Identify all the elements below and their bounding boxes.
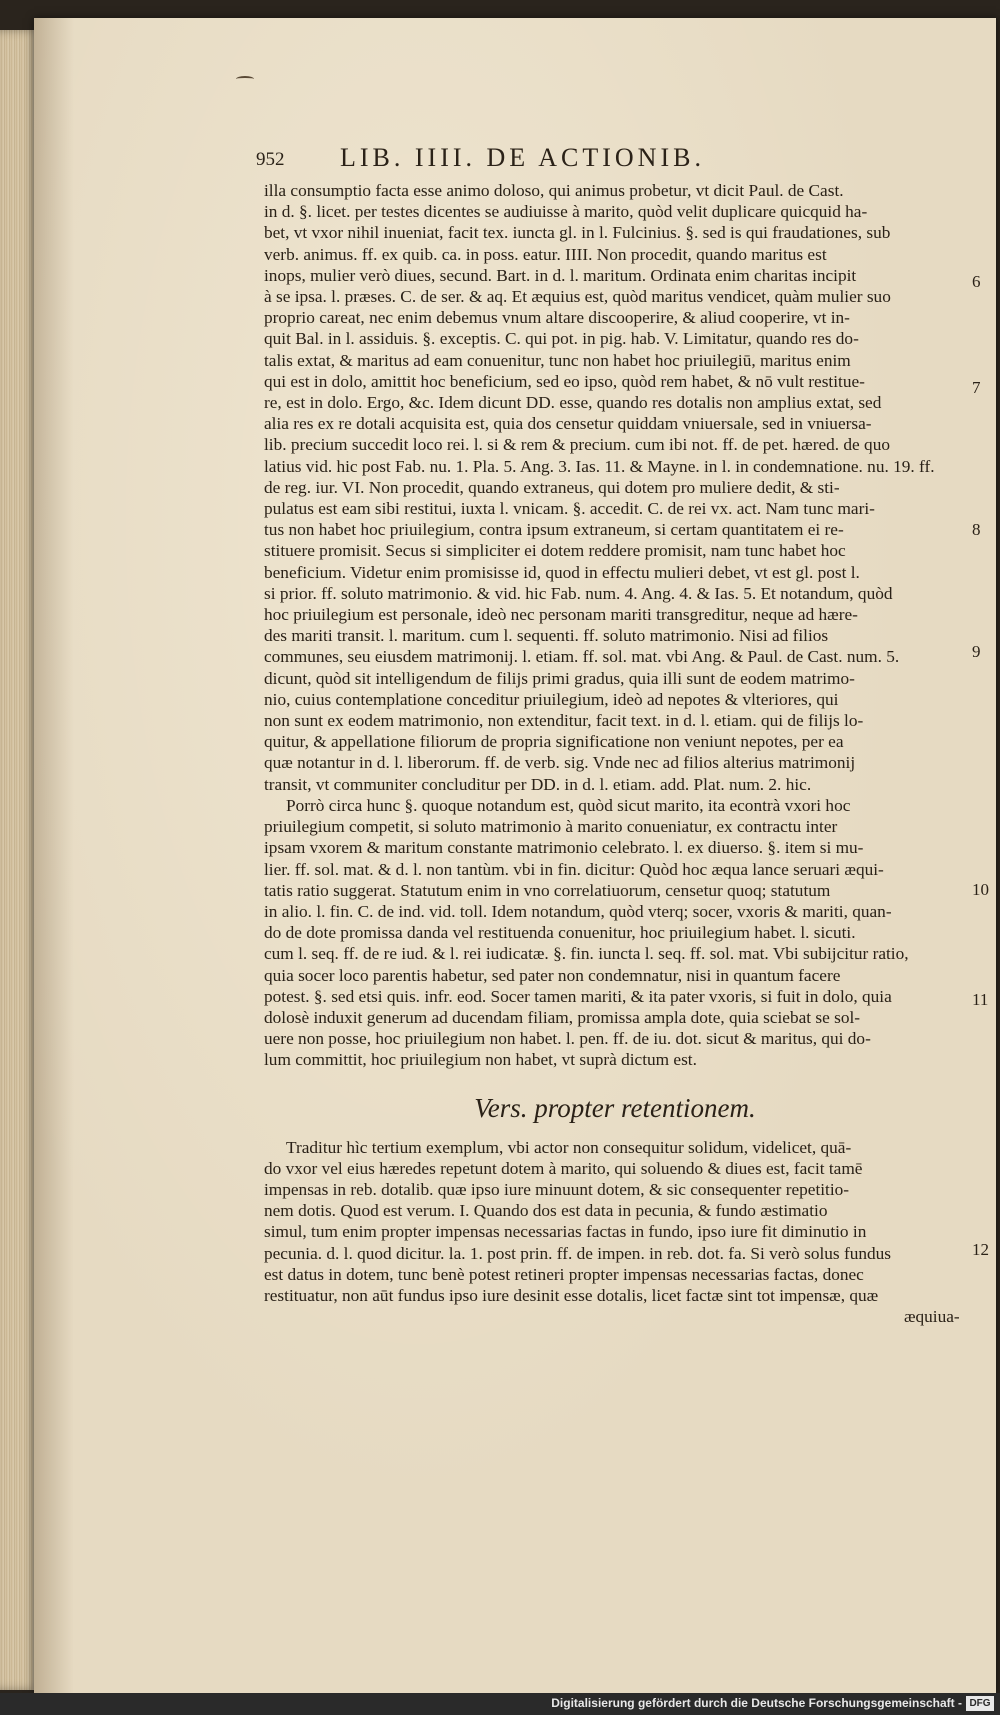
text-line: priuilegium competit, si soluto matrimonio à marito conueniatur, ex contractu inter (264, 817, 838, 837)
text-line: inops, mulier verò diues, secund. Bart. in d. l. maritum. Ordinata enim charitas incipit (264, 265, 857, 285)
text-line: communes, seu eiusdem matrimonij. l. etiam. ff. sol. mat. vbi Ang. & Paul. de Cast. num. 5. (264, 647, 900, 667)
text-line: dicunt, quòd sit intelligendum de filijs primi gradus, quia illi sunt de eodem matrimo- (264, 668, 855, 688)
text-line: quæ notantur in d. l. liberorum. ff. de verb. sig. Vnde nec ad filios alterius matrimonij (264, 753, 856, 773)
margin-number: 8 (972, 520, 981, 539)
footer-bar (0, 1693, 1000, 1715)
text-line: transit, vt communiter concluditur per DD. in d. l. etiam. add. Plat. num. 2. hic. (264, 774, 812, 794)
paragraph-2 (264, 795, 966, 1071)
text-line: Porrò circa hunc §. quoque notandum est, quòd sicut marito, ita econtrà vxori hoc (286, 795, 851, 815)
ink-mark (236, 76, 254, 82)
text-line: talis extat, & maritus ad eam conuenitur, tunc non habet hoc priuilegiū, maritus enim (264, 350, 851, 370)
section-heading: Vers. propter retentionem. (474, 1092, 756, 1123)
text-line: si prior. ff. soluto matrimonio. & vid. hic Fab. num. 4. Ang. 4. & Ias. 5. Et notandum, quòd (264, 583, 893, 603)
text-line: re, est in dolo. Ergo, &c. Idem dicunt DD. esse, quando res dotalis non amplius extat, sed (264, 393, 882, 413)
text-line: tus non habet hoc priuilegium, contra ipsum extraneum, si certam quantitatem ei re- (264, 520, 844, 540)
text-line: cum l. seq. ff. de re iud. & l. rei iudicatæ. §. fin. iuncta l. seq. ff. sol. mat. Vbi subijcitur ratio, (264, 944, 909, 964)
text-line: beneficium. Videtur enim promisisse id, quod in effectu mulieri debet, vt est gl. post l. (264, 562, 860, 582)
text-line: pecunia. d. l. quod dicitur. la. 1. post prin. ff. de impen. in reb. dot. fa. Si verò solus fundus (264, 1243, 891, 1263)
text-line: est datus in dotem, tunc benè potest retineri propter impensas necessarias factas, donec (264, 1264, 864, 1284)
text-line: latius vid. hic post Fab. nu. 1. Pla. 5. Ang. 3. Ias. 11. & Mayne. in l. in condemnatione. nu. 19. ff. (264, 456, 935, 476)
text-line: dolosè induxit generum ad ducendam filiam, promissa ampla dote, quia sciebat se sol- (264, 1007, 861, 1027)
paragraph-3 (264, 1137, 966, 1328)
text-line: impensas in reb. dotalib. quæ ipso iure minuunt dotem, & sic consequenter repetitio- (264, 1179, 850, 1199)
text-line: quitur, & appellatione filiorum de propria significatione non veniunt nepotes, per ea (264, 732, 844, 752)
text-line: do de dote promissa danda vel restituenda conuenitur, hoc priuilegium habet. l. sicuti. (264, 923, 856, 943)
text-line: lum committit, hoc priuilegium non habet, vt suprà dictum est. (264, 1050, 697, 1070)
dfg-logo: DFG (966, 1696, 994, 1711)
text-line: simul, tum enim propter impensas necessarias factas in fundo, ipso iure fit diminutio in (264, 1222, 867, 1242)
text-line: hoc priuilegium est personale, ideò nec personam mariti transgreditur, neque ad hære- (264, 605, 858, 625)
footer-credit: Digitalisierung gefördert durch die Deutsche Forschungsgemeinschaft - (551, 1696, 962, 1710)
text-line: lib. precium succedit loco rei. l. si & rem & precium. cum ibi not. ff. de pet. hæred. de quo (264, 435, 890, 455)
text-line: proprio careat, nec enim debemus vnum altare discooperire, & aliud cooperire, vt in- (264, 308, 850, 328)
catchword: æquiua- (904, 1307, 960, 1327)
text-line: illa consumptio facta esse animo doloso, qui animus probetur, vt dicit Paul. de Cast. (264, 181, 844, 200)
text-line: in alio. l. fin. C. de ind. vid. toll. Idem notandum, quòd vterq; socer, vxoris & mariti, quan- (264, 901, 892, 921)
text-line: quit Bal. in l. assiduis. §. exceptis. C. qui pot. in pig. hab. V. Limitatur, quando res do- (264, 329, 859, 349)
text-line: uere non posse, hoc priuilegium non habet. l. pen. ff. de iu. dot. sicut & maritus, qui do- (264, 1029, 871, 1049)
margin-number: 9 (972, 642, 981, 661)
text-line: in d. §. licet. per testes dicentes se audiuisse à marito, quòd velit duplicare quicquid ha- (264, 202, 868, 222)
text-line: restituatur, non aūt fundus ipso iure desinit esse dotalis, licet factæ sint tot impensæ, quæ (264, 1285, 879, 1305)
text-line: non sunt ex eodem matrimonio, non extenditur, facit text. in d. l. etiam. qui de filijs lo- (264, 711, 864, 731)
text-line: ipsam vxorem & maritum constante matrimonio celebrato. l. ex diuerso. §. item si mu- (264, 838, 864, 858)
text-line: verb. animus. ff. ex quib. ca. in poss. eatur. IIII. Non procedit, quando maritus est (264, 244, 827, 264)
text-line: qui est in dolo, amittit hoc beneficium, sed eo ipso, quòd rem habet, & nō vult restitue- (264, 371, 865, 391)
text-line: nio, cuius contemplatione conceditur priuilegium, ideò ad nepotes & vlteriores, qui (264, 689, 839, 709)
text-line: pulatus est eam sibi restitui, iuxta l. vnicam. §. accedit. C. de rei vx. act. Nam tunc mari- (264, 499, 875, 519)
text-line: alia res ex re dotali acquisita est, quia dos censetur quiddam vniuersale, sed in vniuersa- (264, 414, 872, 434)
margin-number: 7 (972, 378, 981, 397)
text-line: Traditur hìc tertium exemplum, vbi actor non consequitur solidum, videlicet, quā- (286, 1137, 852, 1157)
text-line: bet, vt vxor nihil inueniat, facit tex. iuncta gl. in l. Fulcinius. §. sed is qui fraudationes, sub (264, 223, 891, 243)
margin-number: 11 (972, 990, 989, 1009)
text-line: quia socer loco parentis habetur, sed pater non condemnatur, nisi in quantum facere (264, 965, 841, 985)
page-number: 952 (256, 149, 285, 170)
text-line: tatis ratio suggerat. Statutum enim in vno correlatiuorum, censetur quoq; statutum (264, 880, 831, 900)
text-line: lier. ff. sol. mat. & d. l. non tantùm. vbi in fin. dicitur: Quòd hoc æqua lance seruari æqui- (264, 859, 884, 879)
text-line: stituere promisit. Secus si simpliciter ei dotem reddere promisit, nam tunc habet hoc (264, 541, 846, 561)
text-line: des mariti transit. l. maritum. cum l. sequenti. ff. soluto matrimonio. Nisi ad filios (264, 626, 829, 646)
text-line: de reg. iur. VI. Non procedit, quando extraneus, qui dotem pro muliere dedit, & sti- (264, 477, 840, 497)
margin-number: 12 (972, 1240, 989, 1259)
text-body (264, 180, 966, 1327)
paragraph-1 (264, 180, 966, 795)
text-line: nem dotis. Quod est verum. I. Quando dos est data in pecunia, & fundo æstimatio (264, 1201, 828, 1221)
text-line: potest. §. sed etsi quis. infr. eod. Socer tamen mariti, & ita pater vxoris, si fuit in dolo, quia (264, 986, 892, 1006)
margin-number: 6 (972, 272, 981, 291)
page-header (256, 143, 876, 179)
text-line: do vxor vel eius hæredes repetunt dotem à marito, qui soluendo & diues est, facit tamē (264, 1158, 863, 1178)
margin-number: 10 (972, 880, 989, 899)
text-line: à se ipsa. l. præses. C. de ser. & aq. Et æquius est, quòd maritus vendicet, quàm mulier suo (264, 287, 891, 307)
running-head: LIB. IIII. DE ACTIONIB. (340, 143, 705, 172)
